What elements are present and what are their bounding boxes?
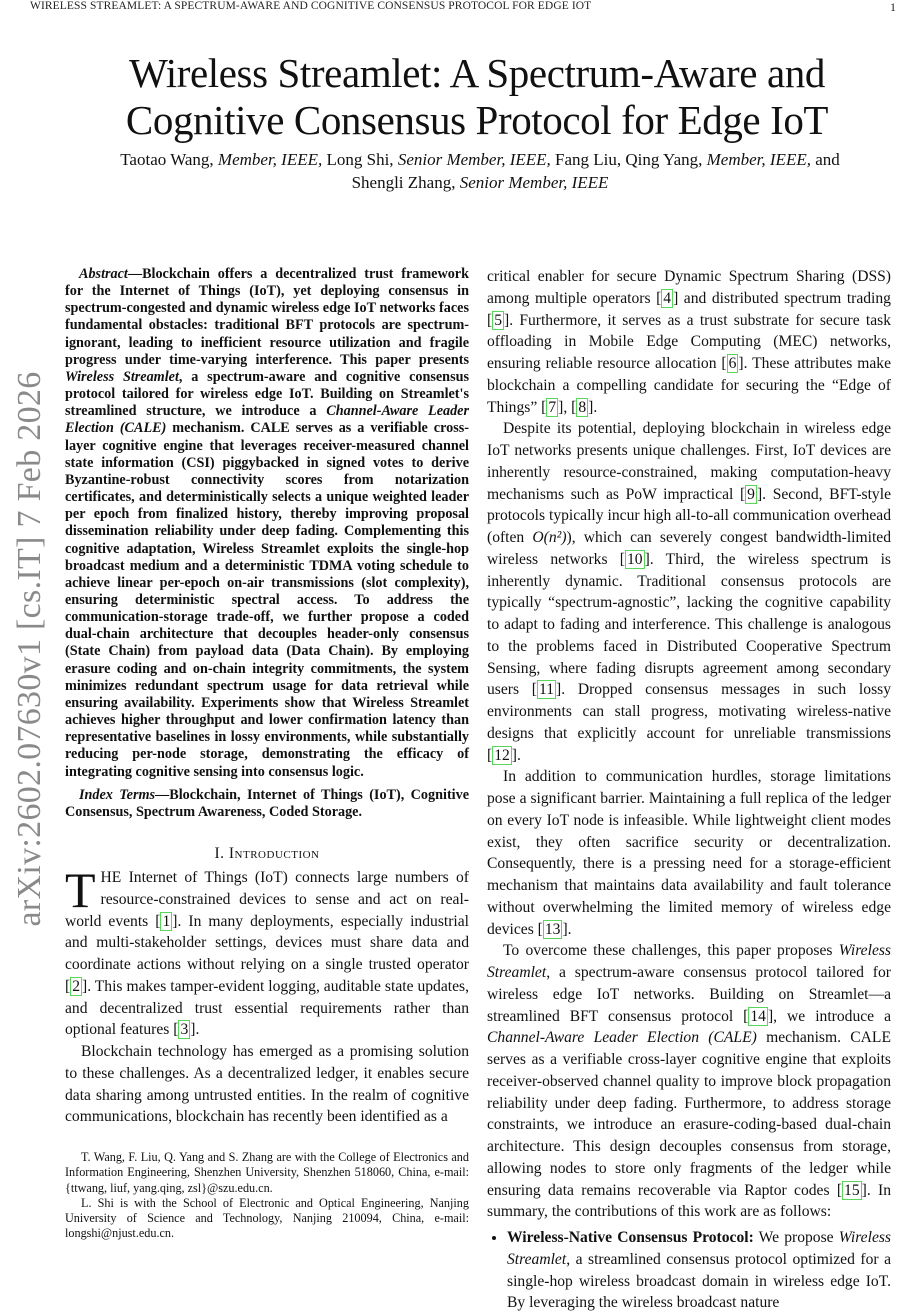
text: Fang Liu, Qing Yang, <box>550 150 707 169</box>
citation-link[interactable]: 13 <box>544 920 561 938</box>
text: ]. In many deployments, especially industrial and multi-stakeholder settings, devices must share data and coordinate actions without relying on a single trusted operator [ <box>65 912 469 995</box>
index-terms <box>65 787 469 821</box>
citation-link[interactable]: 8 <box>578 398 587 416</box>
text: Long Shi, <box>322 150 398 169</box>
citation-link[interactable]: 15 <box>844 1181 860 1199</box>
paragraph <box>487 266 891 418</box>
arxiv-stamp: arXiv:2602.07630v1 [cs.IT] 7 Feb 2026 <box>11 371 48 927</box>
paragraph <box>487 766 891 940</box>
italic-text: Senior Member, IEEE, <box>397 150 551 169</box>
text: ]. <box>588 398 598 416</box>
text: Taotao Wang, <box>120 150 218 169</box>
citation-link[interactable]: 2 <box>72 977 80 995</box>
drop-cap: T <box>65 862 96 918</box>
italic-text: Senior Member, IEEE <box>459 173 609 192</box>
right-column <box>487 266 891 1314</box>
paragraph <box>487 418 891 766</box>
text: critical enabler for secure Dynamic Spectrum Sharing (DSS) among multiple operators [ <box>487 268 891 307</box>
italic-text: Channel-Aware Leader Election (CALE) <box>65 403 470 437</box>
footnote-affiliation-1: T. Wang, F. Liu, Q. Yang and S. Zhang are with the College of Electronics and Information Engineering, Shenzhen University, Shenzhen 518060, China, e-mail: {ttwang, liuf, yang.qing, zsl}@szu.edu.cn. <box>65 1150 469 1195</box>
citation-link[interactable]: 11 <box>538 681 554 699</box>
text: —Blockchain, Internet of Things (IoT), Cognitive Consensus, Spectrum Awareness, Coded Storage. <box>65 786 469 820</box>
author-list <box>120 148 840 194</box>
footnotes <box>65 1150 469 1242</box>
text: ], we introduce a <box>767 1007 891 1025</box>
italic-text: Member, IEEE, <box>217 150 323 169</box>
italic-text: O(n²) <box>532 529 567 546</box>
intro-paragraph-2 <box>65 1041 469 1128</box>
text: ]. Second, BFT-style protocols typically incur high all-to-all communication overhead (often <box>487 485 891 546</box>
text: ]. Furthermore, it serves as a trust substrate for secure task offloading in Mobile Edge Computing (MEC) networks, ensuring reliable resource allocation [ <box>487 311 891 372</box>
citation-link[interactable]: 12 <box>494 746 510 764</box>
paper-title: Wireless Streamlet: A Spectrum-Aware and Cognitive Consensus Protocol for Edge IoT <box>125 50 829 143</box>
running-head: WIRELESS STREAMLET: A SPECTRUM-AWARE AND COGNITIVE CONSENSUS PROTOCOL FOR EDGE IOT <box>30 0 592 12</box>
section-heading: I. Introduction <box>214 845 320 862</box>
text: In addition to communication hurdles, storage limitations pose a significant barrier. Maintaining a full replica of the ledger on every IoT node is infeasible. While lightweight client modes exist, they often sacrifice security or decentralization. Consequently, there is a pressing need for a storage-efficient mechanism that maintains data availability and fault tolerance without overwhelming the limited memory of wireless edge devices [ <box>487 768 891 938</box>
bold-text: Wireless-Native Consensus Protocol: <box>507 1229 754 1246</box>
italic-text: Wireless Streamlet <box>507 1229 891 1268</box>
italic-text: Index Terms <box>79 786 156 803</box>
text: ), which can severely congest bandwidth-limited wireless networks [ <box>487 529 891 568</box>
text: mechanism. CALE serves as a verifiable cross-layer cognitive engine that leverages receiver-measured channel state information (CSI) piggybacked in signed votes to derive Byzantine-robust connectivity scores from notarization certificates, and deterministically selects a unique weighted leader per epoch from finalized history, thereby improving proposal dissemination reliability under deep fading. Complementing this cognitive adaptation, Wireless Streamlet exploits the single-hop broadcast medium and a deterministic TDMA voting schedule to achieve linear per-epoch on-air transmissions (slot complexity), ensuring deterministic spectral access. To address the communication-storage trade-off, we further propose a coded dual-chain architecture that decouples header-only consensus (State Chain) from payload data (Data Chain). By employing erasure coding and on-chain integrity commitments, the system minimizes redundant spectrum usage for data retrieval while ensuring availability. Experiments show that Wireless Streamlet achieves higher throughput and lower confirmation latency than representative baselines in lossy environments, while substantially reducing per-node storage, demonstrating the efficacy of integrating cognitive sensing into consensus logic. <box>65 420 469 780</box>
text: ]. Third, the wireless spectrum is inherently dynamic. Traditional consensus protocols are typically “spectrum-agnostic”, lacking the cognitive capability to adapt to fading and interference. This challenge is analogous to the problems faced in Distributed Cooperative Spectrum Sensing, where fading disrupts agreement among secondary users [ <box>487 550 891 699</box>
left-column <box>65 266 469 1242</box>
text: HE Internet of Things (IoT) connects large numbers of resource-constrained devices to sense and act on real-world events [ <box>65 869 469 930</box>
page-number: 1 <box>890 0 896 14</box>
text: ]. These attributes make blockchain a compelling candidate for securing the “Edge of Things” [ <box>487 355 891 416</box>
italic-text: Wireless Streamlet <box>487 942 891 981</box>
italic-text: Wireless Streamlet <box>65 368 179 385</box>
text: ]. Dropped consensus messages in such lossy environments can stall progress, motivating wireless-native designs that explicitly account for unreliable transmissions [ <box>487 681 892 764</box>
text: Despite its potential, deploying blockchain in wireless edge IoT networks presents unique challenges. First, IoT devices are inherently resource-constrained, making computation-heavy mechanisms such as PoW impractical [ <box>487 420 891 503</box>
citation-link[interactable]: 9 <box>747 485 755 503</box>
contributions-list <box>487 1227 891 1314</box>
text: ]. In summary, the contributions of this work are as follows: <box>487 1181 892 1221</box>
citation-link[interactable]: 7 <box>548 398 557 416</box>
text: Blockchain technology has emerged as a promising solution to these challenges. As a decentralized ledger, it enables secure data sharing among untrusted entities. In the realm of cognitive communications, blockchain has recently been identified as a <box>65 1043 469 1126</box>
text: ] and distributed spectrum trading [ <box>487 289 891 329</box>
intro-paragraph-1 <box>65 862 469 1041</box>
text: ]. This makes tamper-evident logging, auditable state updates, and decentralized trust essential requirements rather than optional features [ <box>65 977 469 1039</box>
citation-link[interactable]: 5 <box>494 311 502 329</box>
text: , a spectrum-aware consensus protocol tailored for wireless edge IoT networks. Building on Streamlet—a streamlined BFT consensus protocol [ <box>487 964 891 1025</box>
italic-text: Abstract <box>79 266 128 282</box>
text: We propose <box>753 1229 839 1246</box>
italic-text: Channel-Aware Leader Election (CALE) <box>487 1029 757 1047</box>
contribution-item <box>507 1227 891 1314</box>
citation-link[interactable]: 3 <box>180 1021 189 1039</box>
text: ]. <box>562 920 572 938</box>
citation-link[interactable]: 4 <box>663 289 672 307</box>
text: To overcome these challenges, this paper proposes <box>503 942 839 960</box>
paragraph <box>487 940 891 1223</box>
italic-text: Member, IEEE, <box>706 150 811 169</box>
footnote-affiliation-2: L. Shi is with the School of Electronic and Optical Engineering, Nanjing University of Science and Technology, Nanjing 210094, China, e-mail: longshi@njust.edu.cn. <box>65 1195 469 1241</box>
text: ]. <box>190 1021 200 1039</box>
text: mechanism. CALE serves as a verifiable cross-layer cognitive engine that exploits receiver-observed channel quality to improve block propagation reliability under deep fading. Furthermore, to address storage constraints, we introduce an erasure-coding-based dual-chain architecture. This design decouples consensus from storage, allowing nodes to store only fragments of the ledger while ensuring data remains recoverable via Raptor codes [ <box>487 1029 891 1199</box>
citation-link[interactable]: 10 <box>627 550 643 568</box>
text: and Shengli Zhang, <box>351 150 840 192</box>
citation-link[interactable]: 6 <box>728 355 737 372</box>
paragraph-text <box>65 862 469 1039</box>
abstract <box>65 266 469 781</box>
text: , a spectrum-aware and cognitive consensus protocol tailored for wireless edge IoT. Building on Streamlet's streamlined structure, we introduce a <box>65 368 469 420</box>
citation-link[interactable]: 14 <box>750 1007 766 1025</box>
text: ]. <box>511 746 521 764</box>
text: —Blockchain offers a decentralized trust framework for the Internet of Things (IoT), yet deploying consensus in spectrum-congested and dynamic wireless edge IoT networks faces fundamental obstacles: traditional BFT protocols are spectrum-ignorant, leading to inefficient resource utilization and fragile progress under time-varying interference. This paper presents <box>65 266 469 368</box>
text: ], [ <box>558 398 577 416</box>
text: , a streamlined consensus protocol optimized for a single-hop wireless broadcast domain in wireless edge IoT. By leveraging the wireless broadcast nature <box>507 1250 891 1312</box>
citation-link[interactable]: 1 <box>162 912 171 930</box>
